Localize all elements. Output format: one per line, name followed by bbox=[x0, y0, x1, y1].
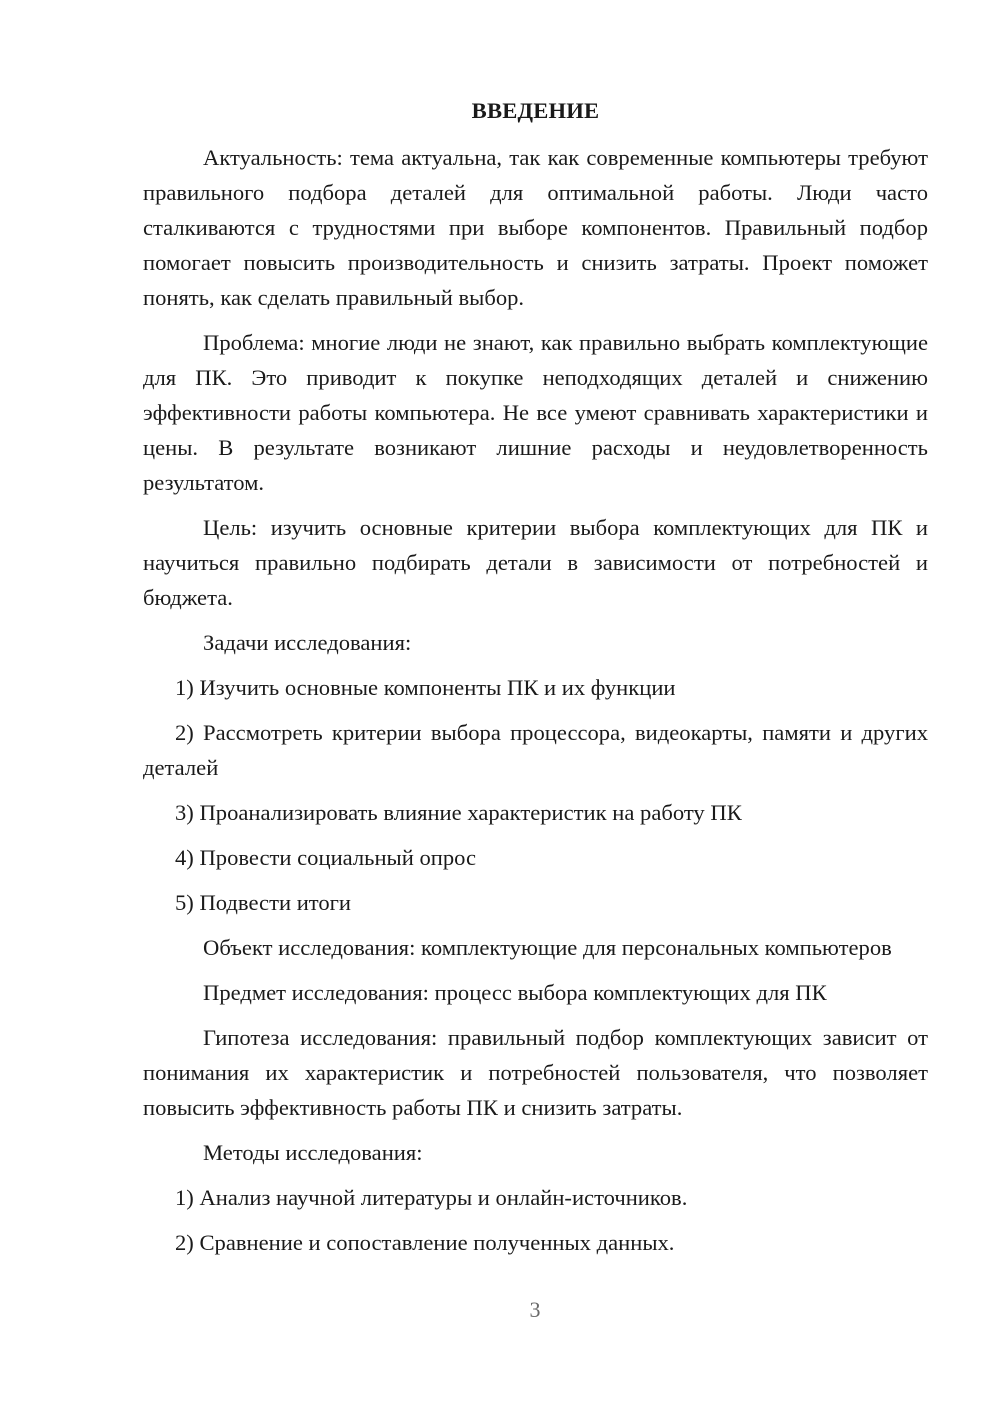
page-number: 3 bbox=[529, 1297, 541, 1322]
task-item-1: 1) Изучить основные компоненты ПК и их функции bbox=[175, 675, 676, 700]
hypothesis-paragraph: Гипотеза исследования: правильный подбор комплектующих зависит от понимания их характеристик и потребностей пользователя, что позволяет повысить эффективность работы ПК и снизить затраты. bbox=[143, 1025, 928, 1120]
task-item-4: 4) Провести социальный опрос bbox=[175, 845, 477, 870]
task-item-2: 2) Рассмотреть критерии выбора процессора, видеокарты, памяти и других деталей bbox=[143, 720, 928, 780]
task-item-5: 5) Подвести итоги bbox=[175, 890, 352, 915]
problem-paragraph: Проблема: многие люди не знают, как правильно выбрать комплектующие для ПК. Это приводит к покупке неподходящих деталей и снижению эффективности работы компьютера. Не все умеют сравнивать характеристики и цены. В результате возникают лишние расходы и неудовлетворенность результатом. bbox=[143, 330, 928, 495]
document-page bbox=[143, 93, 928, 1270]
methods-heading: Методы исследования: bbox=[203, 1140, 423, 1165]
subject-paragraph: Предмет исследования: процесс выбора комплектующих для ПК bbox=[203, 980, 827, 1005]
tasks-heading: Задачи исследования: bbox=[203, 630, 412, 655]
method-item-2: 2) Сравнение и сопоставление полученных данных. bbox=[175, 1230, 675, 1255]
method-item-1: 1) Анализ научной литературы и онлайн-источников. bbox=[175, 1185, 688, 1210]
section-title: ВВЕДЕНИЕ bbox=[471, 98, 600, 123]
goal-paragraph: Цель: изучить основные критерии выбора комплектующих для ПК и научиться правильно подбирать детали в зависимости от потребностей и бюджета. bbox=[143, 515, 928, 610]
task-item-3: 3) Проанализировать влияние характеристик на работу ПК bbox=[175, 800, 742, 825]
relevance-paragraph: Актуальность: тема актуальна, так как современные компьютеры требуют правильного подбора деталей для оптимальной работы. Люди часто сталкиваются с трудностями при выборе компонентов. Правильный подбор помогает повысить производительность и снизить затраты. Проект поможет понять, как сделать правильный выбор. bbox=[143, 145, 928, 310]
object-paragraph: Объект исследования: комплектующие для персональных компьютеров bbox=[203, 935, 892, 960]
